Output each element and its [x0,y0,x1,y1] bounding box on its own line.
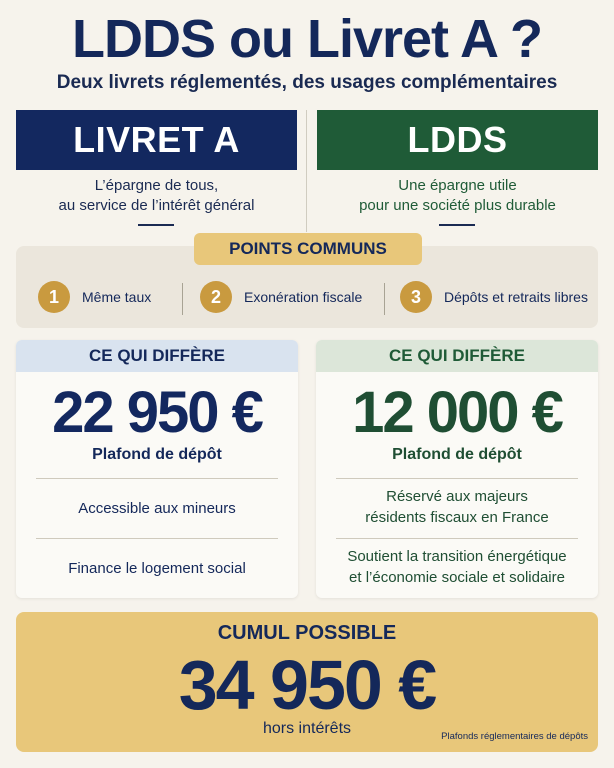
common-item-label: Dépôts et retraits libres [444,289,588,305]
ldds-feature-adults-line-1: Réservé aux majeurs [386,488,528,505]
ldds-tagline-line-1: Une épargne utile [398,177,517,194]
livret-a-tagline-line-1: L’épargne de tous, [94,177,219,194]
ldds-feature-adults-line-2: résidents fiscaux en France [365,509,549,526]
common-item-divider [182,283,183,315]
ldds-differences-card [316,340,598,598]
column-divider [306,110,307,232]
common-item-free-deposits [400,280,588,314]
livret-a-ceiling-value: 22 950 € [52,380,262,445]
ldds-ceiling-label: Plafond de dépôt [392,446,522,463]
common-item-label: Même taux [82,289,152,305]
divider [336,478,578,479]
page-title: LDDS ou Livret A ? [71,9,542,69]
livret-a-diff-header: CE QUI DIFFÈRE [16,340,298,372]
divider [36,538,278,539]
ldds-feature-transition-line-2: et l’économie sociale et solidaire [349,569,565,586]
cumul-panel [16,612,598,752]
divider [36,478,278,479]
ldds-feature-adults [316,486,598,528]
ldds-tagline-underline [439,224,475,226]
page-subtitle: Deux livrets réglementés, des usages complémentaires [56,72,558,93]
livret-a-feature-minors: Accessible aux mineurs [78,500,236,517]
livret-a-ceiling-label: Plafond de dépôt [92,446,222,463]
cumul-footnote: Plafonds réglementaires de dépôts [441,731,588,742]
ldds-header: LDDS [317,110,598,170]
ldds-tagline [317,176,598,216]
livret-a-tagline-underline [138,224,174,226]
common-item-same-rate [38,280,151,314]
ldds-feature-transition-line-1: Soutient la transition énergétique [347,548,567,565]
common-item-label: Exonération fiscale [244,289,363,305]
ldds-tagline-line-2: pour une société plus durable [359,197,556,214]
livret-a-feature-housing: Finance le logement social [68,560,246,577]
livret-a-differences-card [16,340,298,598]
ldds-diff-header: CE QUI DIFFÈRE [316,340,598,372]
cumul-subtitle: hors intérêts [262,720,352,737]
common-points-label: POINTS COMMUNS [194,233,422,265]
divider [336,538,578,539]
number-3-icon: 3 [400,281,432,313]
common-item-divider [384,283,385,315]
ldds-feature-transition [316,546,598,588]
common-item-tax-exemption [200,280,362,314]
livret-a-tagline [16,176,297,216]
cumul-value: 34 950 € [178,646,436,724]
number-2-icon: 2 [200,281,232,313]
livret-a-tagline-line-2: au service de l’intérêt général [58,197,255,214]
ldds-ceiling-value: 12 000 € [352,380,562,445]
livret-a-header: LIVRET A [16,110,297,170]
number-1-icon: 1 [38,281,70,313]
cumul-title: CUMUL POSSIBLE [217,622,397,644]
